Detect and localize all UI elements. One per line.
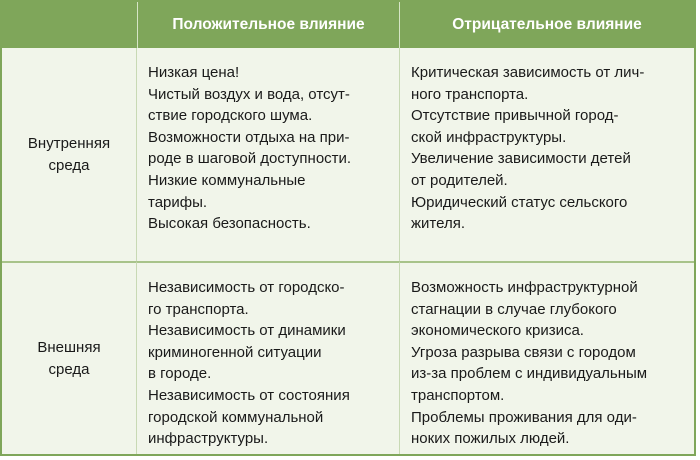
row-label-line: среда	[48, 156, 90, 174]
cell-text-line: жителя.	[411, 215, 466, 233]
cell-text-line: городской коммунальной	[148, 408, 324, 426]
row-label-external	[2, 261, 137, 454]
row-label-line: Внешняя	[37, 338, 101, 356]
cell-text-line: Низкая цена!	[148, 64, 240, 81]
cell-text-line: транспортом.	[411, 386, 505, 404]
cell-text-line: Низкие коммунальные	[148, 171, 306, 189]
cell-text-line: Проблемы проживания для оди-	[411, 408, 637, 426]
cell-text-line: из-за проблем с индивидуальным	[411, 365, 648, 383]
cell-text-line: криминогенной ситуации	[148, 343, 322, 361]
internal-negative-cell	[400, 48, 694, 261]
cell-text-line: ской инфраструктуры.	[411, 128, 567, 146]
row-label-line: Внутренняя	[27, 134, 111, 152]
cell-text-line: Возможности отдыха на при-	[148, 128, 350, 146]
cell-text-line: стагнации в случае глубокого	[411, 300, 617, 318]
cell-text-line: Отсутствие привычной город-	[411, 107, 619, 125]
cell-text-line: ноких пожилых людей.	[411, 430, 570, 448]
row-label-line: среда	[48, 360, 90, 378]
cell-text-line: в городе.	[148, 365, 212, 383]
external-negative-cell	[400, 261, 694, 454]
external-positive-cell	[137, 261, 400, 454]
cell-text-line: экономического кризиса.	[411, 322, 584, 340]
header-positive: Положительное влияние	[137, 2, 400, 48]
cell-text-line: Независимость от состояния	[148, 386, 350, 404]
internal-positive-cell	[137, 48, 400, 261]
header-corner-cell	[2, 2, 137, 48]
cell-text-line: Независимость от городско-	[148, 279, 345, 296]
cell-text-line: Юридический статус сельского	[411, 193, 628, 211]
cell-text-line: Чистый воздух и вода, отсут-	[148, 85, 350, 103]
cell-text-line: ствие городского шума.	[148, 107, 313, 125]
header-negative: Отрицательное влияние	[400, 2, 694, 48]
cell-text-line: го транспорта.	[148, 300, 249, 318]
cell-text-line: Высокая безопасность.	[148, 215, 311, 233]
cell-text-line: Возможность инфраструктурной	[411, 279, 638, 296]
row-label-internal	[2, 48, 137, 261]
cell-text-line: Увеличение зависимости детей	[411, 150, 631, 168]
cell-text-line: роде в шаговой доступности.	[148, 150, 352, 168]
cell-text-line: Критическая зависимость от лич-	[411, 64, 645, 81]
cell-text-line: Независимость от динамики	[148, 322, 346, 340]
cell-text-line: Угроза разрыва связи с городом	[411, 343, 636, 361]
cell-text-line: инфраструктуры.	[148, 430, 269, 448]
cell-text-line: ного транспорта.	[411, 85, 529, 103]
cell-text-line: тарифы.	[148, 193, 208, 211]
cell-text-line: от родителей.	[411, 171, 508, 189]
